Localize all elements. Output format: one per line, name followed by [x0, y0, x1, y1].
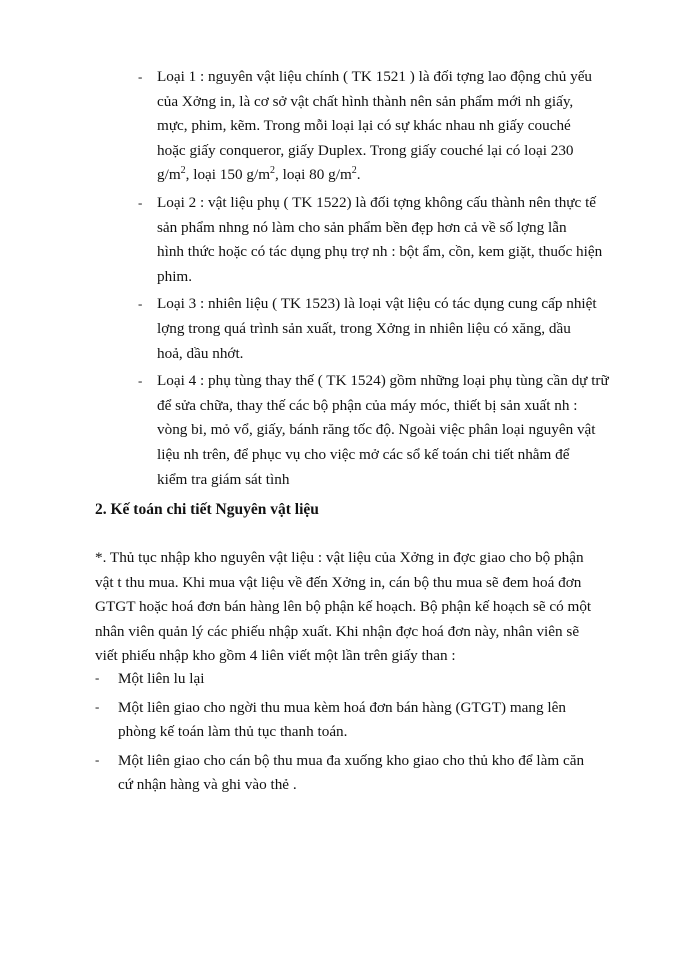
text-line: Loại 3 : nhiên liệu ( TK 1523) là loại vật liệu có tác dụng cung cấp nhiệt [157, 295, 597, 313]
text-line: GTGT hoặc hoá đơn bán hàng lên bộ phận kế hoạch. Bộ phận kế hoạch sẽ có một [95, 598, 592, 616]
dash-marker: - [95, 751, 100, 767]
list-item [138, 369, 638, 492]
text-line: phòng kế toán làm thủ tục thanh toán. [118, 723, 348, 741]
text-line: cứ nhận hàng và ghi vào thẻ . [118, 776, 297, 794]
section-heading: 2. Kế toán chi tiết Nguyên vật liệu [95, 501, 319, 518]
list-item [138, 292, 638, 366]
dash-marker: - [95, 698, 100, 714]
text-line: hoặc giấy conqueror, giấy Duplex. Trong giấy couché lại có loại 230 [157, 141, 574, 159]
text-line: vật t thu mua. Khi mua vật liệu về đến Xởng in, cán bộ thu mua sẽ đem hoá đơn [95, 573, 582, 591]
copies-list [95, 667, 638, 802]
list-item [138, 65, 638, 188]
material-types-list [138, 65, 638, 495]
bullet-marker: - [138, 194, 143, 210]
text-line: Loại 2 : vật liệu phụ ( TK 1522) là đối tợng không cấu thành nên thực tế [157, 193, 597, 211]
dash-marker: - [95, 670, 100, 685]
text-line: sản phẩm nhng nó làm cho sản phẩm bền đẹp hơn cả về số lợng lẫn [157, 218, 567, 236]
text-line: để sửa chữa, thay thế các bộ phận của máy móc, thiết bị sản xuất nh : [157, 396, 578, 414]
text-line: viết phiếu nhập kho gồm 4 liên viết một lần trên giấy than : [95, 647, 456, 665]
text-line: liệu nh trên, để phục vụ cho việc mở các sổ kế toán chi tiết nhằm để [157, 445, 570, 463]
text-line: hoả, dầu nhớt. [157, 344, 244, 362]
bullet-marker: - [138, 296, 143, 312]
bullet-marker: - [138, 69, 143, 84]
text-line: nhân viên quản lý các phiếu nhập xuất. Khi nhận đợc hoá đơn này, nhân viên sẽ [95, 622, 580, 640]
text-line: Một liên lu lại [118, 670, 205, 687]
text-line: vòng bi, mỏ vổ, giấy, bánh răng tốc độ. Ngoài việc phân loại nguyên vật [157, 421, 596, 439]
list-item [95, 667, 638, 692]
text-line: kiểm tra giám sát tình [157, 470, 290, 488]
text-line: hình thức hoặc có tác dụng phụ trợ nh : bột ẩm, cồn, kem giặt, thuốc hiện [157, 243, 603, 261]
text-line: Một liên giao cho ngời thu mua kèm hoá đơn bán hàng (GTGT) mang lên [118, 698, 566, 716]
text-line: phim. [157, 267, 193, 285]
text-line: Loại 1 : nguyên vật liệu chính ( TK 1521 ) là đối tợng lao động chủ yếu [157, 68, 593, 85]
bullet-marker: - [138, 373, 143, 389]
text-line: Một liên giao cho cán bộ thu mua đa xuống kho giao cho thủ kho để làm căn [118, 751, 585, 769]
text-line: của Xởng in, là cơ sở vật chất hình thành nên sản phẩm mới nh giấy, [157, 92, 574, 110]
list-item [95, 749, 638, 798]
text-line: mực, phim, kẽm. Trong mỗi loại lại có sự khác nhau nh giấy couché [157, 117, 571, 135]
list-item [138, 191, 638, 289]
list-item [95, 696, 638, 745]
text-line: lợng trong quá trình sản xuất, trong Xởng in nhiên liệu có xăng, dầu [157, 319, 571, 337]
text-line: Loại 4 : phụ tùng thay thế ( TK 1524) gồm những loại phụ tùng cần dự trữ [157, 372, 609, 390]
text-line: *. Thủ tục nhập kho nguyên vật liệu : vật liệu của Xởng in đợc giao cho bộ phận [95, 549, 584, 566]
text-line: $g/m^2$, loại 150 $g/m^2$, loại 80 $g/m^2$. [157, 165, 361, 184]
procedure-paragraph [95, 546, 638, 669]
